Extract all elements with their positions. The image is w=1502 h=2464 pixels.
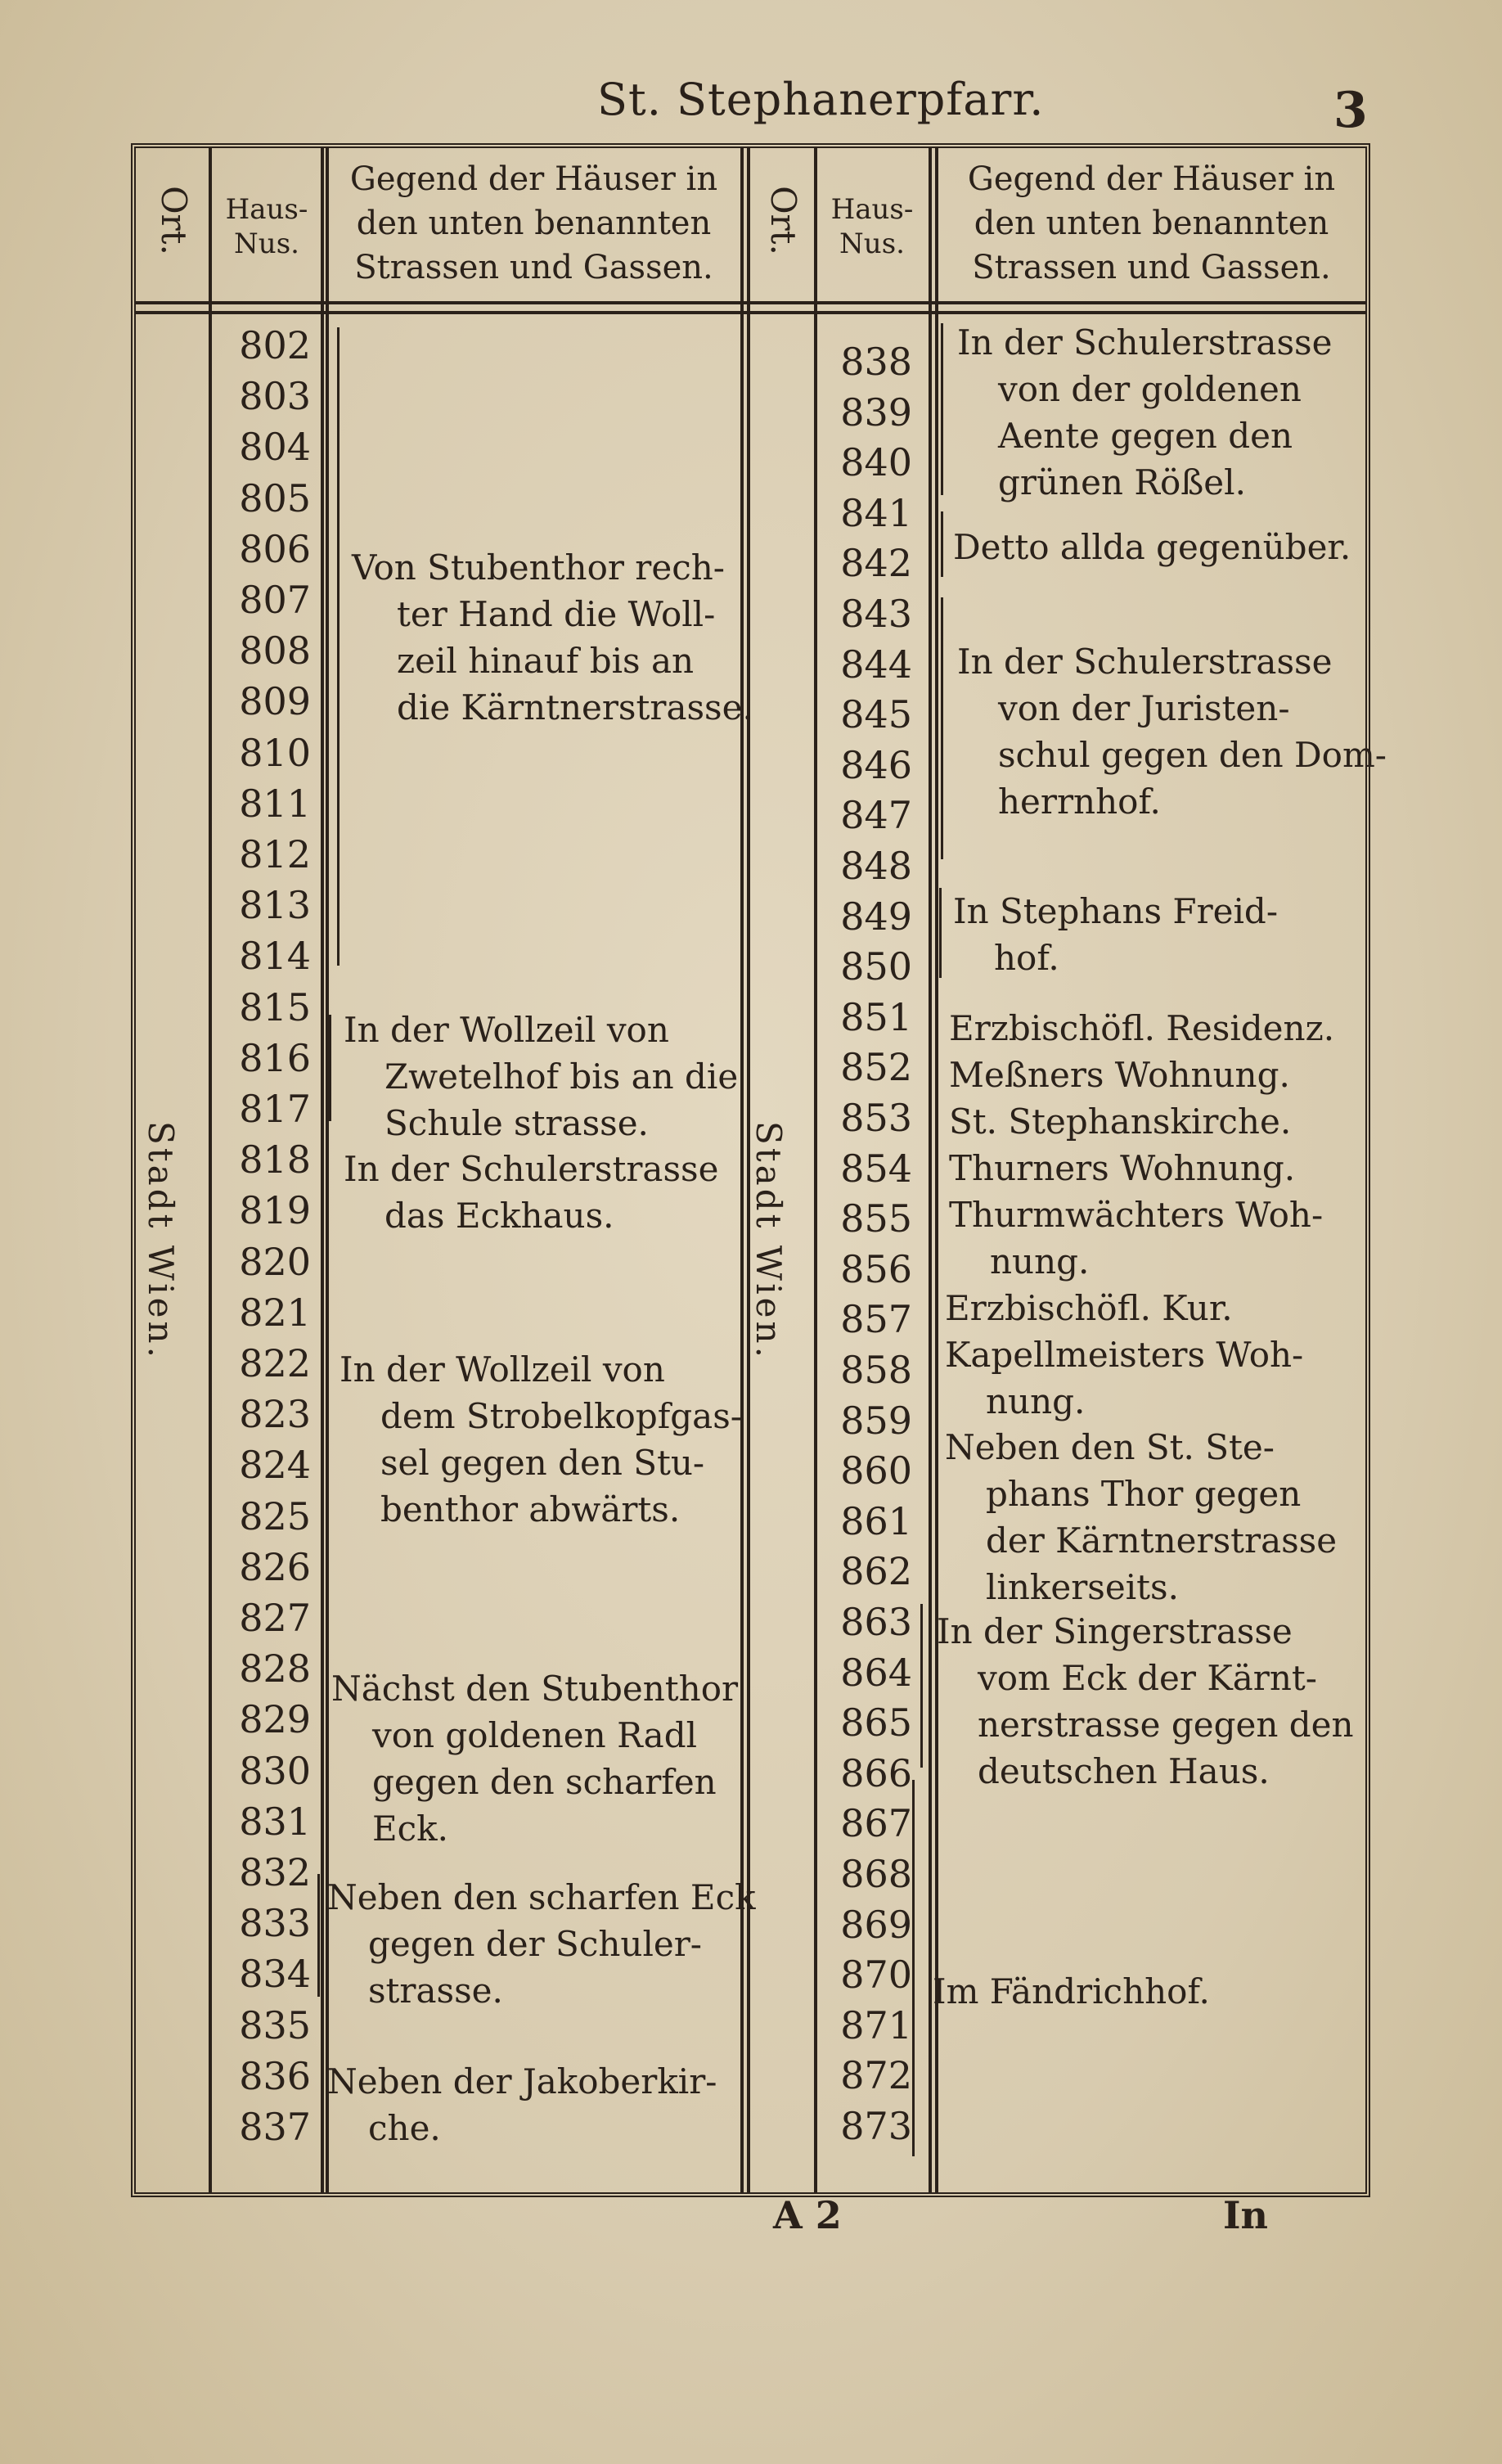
house-number: 805	[239, 475, 311, 520]
page-number: 3	[1333, 82, 1368, 139]
house-number: 847	[840, 793, 912, 838]
house-number: 857	[840, 1297, 912, 1342]
entry-left-7: Neben der Jakoberkir- che.	[327, 2061, 717, 2148]
brace-right-5	[929, 1391, 942, 1579]
house-number: 862	[840, 1549, 912, 1594]
house-number: 835	[239, 2002, 311, 2047]
house-number: 814	[239, 934, 311, 979]
entry-left-2: In der Wollzeil von Zwetelhof bis an die Schule strasse.	[344, 1010, 739, 1143]
header-haus-nus-left: Haus- Nus.	[225, 193, 308, 260]
house-number: 869	[840, 1902, 912, 1947]
brace-right-6	[920, 1604, 934, 1768]
brace-right-2	[941, 511, 955, 577]
house-number: 855	[840, 1196, 912, 1241]
header-haus-nus-right: Haus- Nus.	[830, 193, 914, 260]
header-ort-left: Ort.	[153, 186, 194, 255]
house-number: 848	[840, 844, 912, 888]
header-gegend-left: Gegend der Häuser in den unten benannten Strassen und Gassen.	[349, 160, 718, 286]
house-number: 872	[840, 2053, 912, 2098]
header-ort-right: Ort.	[762, 186, 803, 255]
house-number: 856	[840, 1246, 912, 1291]
house-number: 838	[840, 340, 912, 384]
house-number: 860	[840, 1448, 912, 1493]
house-number: 828	[239, 1646, 311, 1691]
brace-right-3	[941, 597, 955, 859]
header-rule	[135, 301, 1366, 304]
brace-right-7	[912, 1780, 926, 2156]
house-number: 871	[840, 2002, 912, 2047]
house-number: 853	[840, 1096, 912, 1140]
house-number: 812	[239, 832, 311, 876]
running-head: St. Stephanerpfarr.	[597, 74, 1045, 125]
entry-right-9: Thurmwächters Woh- nung.	[949, 1195, 1324, 1282]
house-number: 833	[239, 1901, 311, 1946]
house-number: 849	[840, 894, 912, 939]
entry-right-8: Thurners Wohnung.	[949, 1148, 1296, 1188]
ort-label-left: Stadt Wien.	[141, 1121, 181, 1361]
house-number: 851	[840, 994, 912, 1039]
brace-left-5	[317, 1874, 331, 1997]
header-gegend-right: Gegend der Häuser in den unten benannten Strassen und Gassen.	[967, 160, 1336, 286]
entry-right-2: Detto allda gegenüber.	[953, 527, 1351, 567]
house-number: 836	[239, 2053, 311, 2098]
entry-right-4: In Stephans Freid- hof.	[953, 891, 1279, 978]
brace-left-1	[337, 327, 351, 966]
brace-right-4	[939, 888, 953, 978]
house-number: 840	[840, 440, 912, 485]
house-number: 808	[239, 628, 311, 673]
brace-left-3	[326, 1232, 340, 1616]
divider-nus-right	[929, 147, 932, 2193]
house-number: 806	[239, 526, 311, 571]
entry-left-1: Von Stubenthor rech- ter Hand die Woll- zeil hinauf bis an die Kärntnerstrasse.	[352, 547, 753, 727]
house-number: 843	[840, 592, 912, 636]
house-number: 826	[239, 1544, 311, 1589]
entry-right-12: Neben den St. Ste- phans Thor gegen der Kärntnerstrasse linkerseits.	[945, 1427, 1338, 1607]
brace-right-1	[941, 323, 955, 495]
house-number: 846	[840, 742, 912, 787]
house-number: 803	[239, 374, 311, 419]
house-number: 816	[239, 1035, 311, 1080]
house-number: 822	[239, 1341, 311, 1385]
house-number: 865	[840, 1700, 912, 1746]
house-number: 831	[239, 1799, 311, 1844]
house-number: 804	[239, 425, 311, 470]
house-number: 820	[239, 1239, 311, 1284]
house-number: 824	[239, 1443, 311, 1488]
entry-left-6: Neben den scharfen Eck gegen der Schuler- strasse.	[327, 1877, 756, 2011]
header-rule-b	[135, 311, 1366, 314]
house-number: 839	[840, 390, 912, 435]
house-number: 837	[239, 2105, 311, 2149]
ort-label-right: Stadt Wien.	[749, 1121, 789, 1361]
entry-left-3: In der Schulerstrasse das Eckhaus.	[344, 1149, 719, 1236]
house-number: 819	[239, 1188, 311, 1233]
entry-right-1: In der Schulerstrasse von der goldenen Aente gegen den grünen Rößel.	[957, 322, 1333, 502]
house-number: 830	[239, 1748, 311, 1793]
house-number: 870	[840, 1953, 912, 1998]
house-number: 864	[840, 1650, 912, 1695]
entry-right-7: St. Stephanskirche.	[949, 1101, 1292, 1142]
brace-left-2	[329, 1015, 343, 1121]
house-number: 818	[239, 1137, 311, 1182]
house-number: 854	[840, 1146, 912, 1191]
house-number: 813	[239, 883, 311, 928]
house-number: 829	[239, 1697, 311, 1742]
house-number: 845	[840, 692, 912, 737]
divider-nus-right-b	[935, 147, 938, 2193]
house-number: 852	[840, 1045, 912, 1090]
house-number: 832	[239, 1850, 311, 1894]
catchword: In	[1223, 2193, 1268, 2237]
house-number: 823	[239, 1392, 311, 1437]
house-number: 825	[239, 1493, 311, 1538]
house-number: 807	[239, 578, 311, 622]
house-number: 809	[239, 679, 311, 724]
divider-ort-left	[209, 147, 212, 2193]
house-number: 868	[840, 1852, 912, 1896]
house-number: 815	[239, 984, 311, 1029]
house-number: 811	[239, 781, 311, 826]
house-number: 844	[840, 642, 912, 687]
house-number: 867	[840, 1801, 912, 1846]
house-number: 863	[840, 1600, 912, 1644]
house-number: 858	[840, 1348, 912, 1392]
house-number: 873	[840, 2104, 912, 2148]
house-number: 810	[239, 730, 311, 775]
house-number: 842	[840, 541, 912, 586]
brace-left-4	[321, 1653, 335, 1849]
entry-right-14: Im Fändrichhof.	[933, 1971, 1210, 2011]
entry-left-4: In der Wollzeil von dem Strobelkopfgas- sel gegen den Stu- benthor abwärts.	[340, 1349, 742, 1529]
entry-right-10: Erzbischöfl. Kur.	[945, 1288, 1233, 1328]
entry-left-5: Nächst den Stubenthor von goldenen Radl gegen den scharfen Eck.	[331, 1669, 739, 1849]
entry-right-11: Kapellmeisters Woh- nung.	[945, 1335, 1304, 1421]
house-number: 802	[239, 323, 311, 367]
signature-mark: A 2	[773, 2193, 842, 2237]
house-number: 866	[840, 1750, 912, 1795]
house-number: 841	[840, 490, 912, 535]
house-number: 850	[840, 944, 912, 989]
house-number: 834	[239, 1952, 311, 1997]
house-number: 821	[239, 1290, 311, 1335]
entry-right-6: Meßners Wohnung.	[949, 1055, 1290, 1095]
entry-right-3: In der Schulerstrasse von der Juristen- schul gegen den Dom- herrnhof.	[957, 642, 1387, 822]
divider-ort-right	[814, 147, 817, 2193]
entry-right-5: Erzbischöfl. Residenz.	[949, 1008, 1335, 1048]
entry-right-13: In der Singerstrasse vom Eck der Kärnt- nerstrasse gegen den deutschen Haus.	[937, 1611, 1354, 1791]
house-number: 861	[840, 1498, 912, 1543]
house-number: 859	[840, 1398, 912, 1443]
house-number: 827	[239, 1596, 311, 1640]
house-number: 817	[239, 1087, 311, 1131]
